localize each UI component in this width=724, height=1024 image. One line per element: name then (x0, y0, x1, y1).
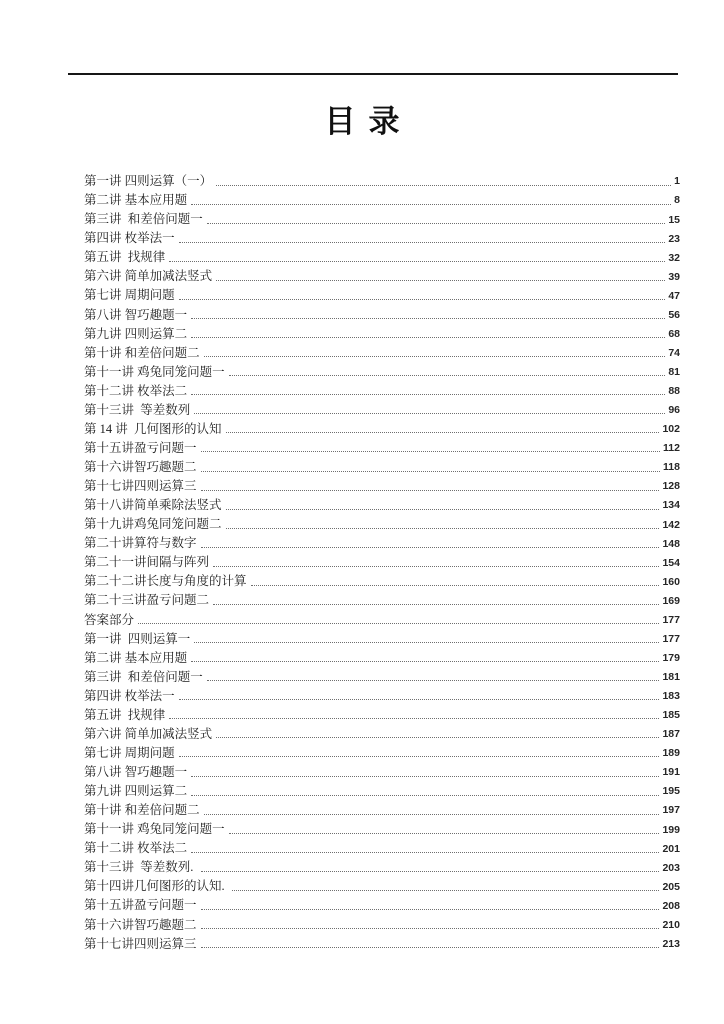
toc-entry (84, 818, 680, 837)
toc-entry-page-number: 102 (662, 423, 680, 436)
table-of-contents (84, 170, 680, 952)
toc-entry-page-number: 142 (662, 518, 680, 531)
toc-entry-page-number: 189 (662, 747, 680, 760)
toc-entry-page-number: 154 (662, 556, 680, 569)
toc-entry-label: 第二十讲算符与数字 (84, 536, 197, 551)
dotted-leader (226, 509, 660, 510)
toc-entry-page-number: 148 (662, 537, 680, 550)
toc-entry-label: 第九讲 四则运算二 (84, 326, 188, 341)
toc-entry-page-number: 56 (668, 308, 680, 321)
toc-entry-label: 第四讲 枚举法一 (84, 688, 175, 703)
dotted-leader (226, 528, 660, 529)
toc-entry (84, 265, 680, 284)
toc-entry-label: 第十一讲 鸡兔同笼问题一 (84, 822, 225, 837)
toc-entry (84, 494, 680, 513)
dotted-leader (226, 432, 660, 433)
toc-entry-page-number: 187 (662, 728, 680, 741)
toc-entry (84, 323, 680, 342)
dotted-leader (179, 756, 660, 757)
toc-entry-page-number: 68 (668, 327, 680, 340)
dotted-leader (207, 223, 666, 224)
toc-entry (84, 170, 680, 189)
toc-entry-label: 第九讲 四则运算二 (84, 784, 188, 799)
toc-entry-label: 答案部分 (84, 612, 135, 627)
toc-entry-page-number: 15 (668, 213, 680, 226)
toc-entry-label: 第十一讲 鸡兔同笼问题一 (84, 364, 225, 379)
toc-entry (84, 532, 680, 551)
toc-entry-page-number: 199 (662, 823, 680, 836)
toc-entry-label: 第十四讲几何图形的认知. (84, 879, 228, 894)
toc-entry-label: 第二讲 基本应用题 (84, 650, 188, 665)
dotted-leader (191, 318, 665, 319)
toc-entry-label: 第二十一讲间隔与阵列 (84, 555, 210, 570)
page-title: 目录 (324, 104, 413, 139)
dotted-leader (201, 547, 660, 548)
toc-entry-page-number: 208 (662, 899, 680, 912)
toc-entry (84, 799, 680, 818)
toc-entry-label: 第十六讲智巧趣题二 (84, 460, 197, 474)
toc-entry-page-number: 96 (668, 404, 680, 417)
toc-entry-label: 第十七讲四则运算三 (84, 936, 197, 951)
dotted-leader (194, 642, 659, 643)
dotted-leader (216, 737, 659, 738)
toc-entry (84, 666, 680, 685)
dotted-leader (191, 337, 665, 338)
toc-entry-page-number: 8 (674, 194, 680, 207)
toc-entry-page-number: 181 (662, 671, 680, 683)
toc-entry-label: 第四讲 枚举法一 (84, 231, 175, 246)
toc-entry (84, 437, 680, 456)
toc-entry (84, 628, 680, 647)
toc-entry-page-number: 169 (662, 594, 680, 607)
toc-entry-label: 第五讲 找规律 (84, 250, 166, 265)
toc-entry-page-number: 1 (674, 175, 680, 188)
toc-entry (84, 856, 680, 875)
toc-entry-label: 第七讲 周期问题 (84, 288, 175, 303)
toc-entry-label: 第十六讲智巧趣题二 (84, 917, 197, 932)
toc-entry-page-number: 177 (662, 632, 680, 645)
toc-entry-page-number: 205 (662, 880, 680, 893)
toc-entry-page-number: 203 (662, 861, 680, 874)
dotted-leader (229, 833, 660, 834)
toc-entry-label: 第二讲 基本应用题 (84, 193, 188, 208)
toc-entry-page-number: 134 (662, 499, 680, 512)
toc-entry (84, 742, 680, 761)
toc-entry-label: 第十二讲 枚举法二 (84, 383, 188, 398)
toc-entry (84, 685, 680, 704)
toc-entry-page-number: 183 (662, 690, 680, 703)
toc-entry-page-number: 47 (668, 289, 680, 302)
toc-entry (84, 456, 680, 475)
toc-entry (84, 723, 680, 742)
toc-entry-page-number: 160 (662, 575, 680, 588)
dotted-leader (191, 394, 665, 395)
toc-entry-page-number: 195 (662, 785, 680, 798)
toc-entry (84, 475, 680, 494)
toc-entry (84, 418, 680, 437)
toc-entry-label: 第七讲 周期问题 (84, 745, 175, 760)
dotted-leader (138, 623, 659, 624)
dotted-leader (207, 680, 660, 681)
toc-entry-label: 第一讲 四则运算（一） (84, 174, 213, 189)
toc-entry-label: 第六讲 简单加减法竖式 (84, 726, 213, 741)
dotted-leader (201, 451, 661, 452)
toc-entry-page-number: 191 (662, 766, 680, 779)
toc-entry (84, 589, 680, 608)
dotted-leader (169, 261, 665, 262)
dotted-leader (169, 718, 659, 719)
dotted-leader (179, 242, 666, 243)
toc-entry-page-number: 185 (662, 709, 680, 722)
toc-entry (84, 570, 680, 589)
toc-entry (84, 551, 680, 570)
toc-entry (84, 933, 680, 952)
header-rule-divider (68, 73, 678, 75)
toc-entry-label: 第十九讲鸡兔同笼问题二 (84, 517, 222, 532)
toc-entry-page-number: 39 (668, 270, 680, 283)
dotted-leader (201, 928, 660, 929)
dotted-leader (201, 871, 660, 872)
toc-entry-label: 第八讲 智巧趣题一 (84, 765, 188, 779)
dotted-leader (204, 356, 666, 357)
dotted-leader (191, 776, 659, 777)
toc-entry-label: 第十五讲盈亏问题一 (84, 898, 197, 913)
dotted-leader (191, 204, 671, 205)
toc-entry (84, 380, 680, 399)
toc-entry-page-number: 74 (668, 346, 680, 359)
dotted-leader (191, 852, 659, 853)
toc-entry (84, 246, 680, 265)
toc-entry (84, 513, 680, 532)
toc-entry-label: 第五讲 找规律 (84, 707, 166, 722)
toc-entry (84, 303, 680, 322)
toc-entry-label: 第十三讲 等差数列. (84, 860, 197, 875)
toc-entry-label: 第六讲 简单加减法竖式 (84, 269, 213, 284)
toc-entry-page-number: 213 (662, 937, 680, 950)
dotted-leader (201, 909, 660, 910)
toc-entry (84, 894, 680, 913)
toc-entry-label: 第十三讲 等差数列 (84, 402, 191, 417)
toc-entry-label: 第三讲 和差倍问题一 (84, 669, 203, 684)
toc-entry (84, 837, 680, 856)
toc-entry-label: 第十讲 和差倍问题二 (84, 803, 200, 818)
toc-entry-page-number: 128 (662, 480, 680, 493)
toc-entry-page-number: 32 (668, 251, 680, 264)
dotted-leader (213, 566, 659, 567)
dotted-leader (191, 661, 659, 662)
toc-entry-label: 第十讲 和差倍问题二 (84, 345, 200, 360)
toc-entry (84, 761, 680, 780)
dotted-leader (191, 795, 659, 796)
dotted-leader (201, 471, 661, 472)
toc-entry-label: 第十二讲 枚举法二 (84, 841, 188, 856)
toc-entry (84, 704, 680, 723)
toc-entry-page-number: 112 (663, 442, 680, 455)
toc-entry (84, 361, 680, 380)
toc-entry (84, 913, 680, 932)
dotted-leader (229, 375, 666, 376)
toc-entry-page-number: 197 (662, 804, 680, 817)
toc-entry-label: 第二十三讲盈亏问题二 (84, 593, 210, 608)
toc-entry-label: 第十七讲四则运算三 (84, 479, 197, 494)
toc-entry-label: 第三讲 和差倍问题一 (84, 212, 203, 227)
dotted-leader (213, 604, 659, 605)
toc-entry (84, 608, 680, 627)
dotted-leader (179, 699, 660, 700)
toc-entry-page-number: 179 (662, 651, 680, 664)
dotted-leader (216, 280, 665, 281)
dotted-leader (201, 947, 660, 948)
toc-entry (84, 189, 680, 208)
toc-entry-label: 第二十二讲长度与角度的计算 (84, 574, 247, 589)
toc-entry-page-number: 23 (668, 232, 680, 245)
toc-entry (84, 875, 680, 894)
dotted-leader (194, 413, 665, 414)
toc-entry-label: 第十五讲盈亏问题一 (84, 440, 197, 455)
toc-entry-label: 第八讲 智巧趣题一 (84, 307, 188, 322)
toc-entry-page-number: 210 (662, 918, 680, 931)
dotted-leader (251, 585, 660, 586)
dotted-leader (204, 814, 660, 815)
toc-entry-label: 第一讲 四则运算一 (84, 631, 191, 646)
toc-entry (84, 208, 680, 227)
dotted-leader (179, 299, 666, 300)
toc-entry (84, 780, 680, 799)
toc-entry-page-number: 81 (668, 366, 680, 378)
toc-entry-page-number: 177 (662, 613, 680, 626)
toc-entry-page-number: 201 (662, 842, 680, 855)
dotted-leader (201, 490, 660, 491)
toc-entry (84, 284, 680, 303)
dotted-leader (216, 185, 671, 186)
toc-entry (84, 227, 680, 246)
toc-entry (84, 342, 680, 361)
toc-entry-page-number: 118 (663, 461, 680, 474)
dotted-leader (232, 890, 660, 891)
toc-entry-label: 第十八讲简单乘除法竖式 (84, 498, 222, 513)
toc-entry (84, 647, 680, 666)
toc-entry-page-number: 88 (668, 385, 680, 398)
toc-entry-label: 第 14 讲 几何图形的认知 (84, 421, 222, 436)
toc-entry (84, 399, 680, 418)
